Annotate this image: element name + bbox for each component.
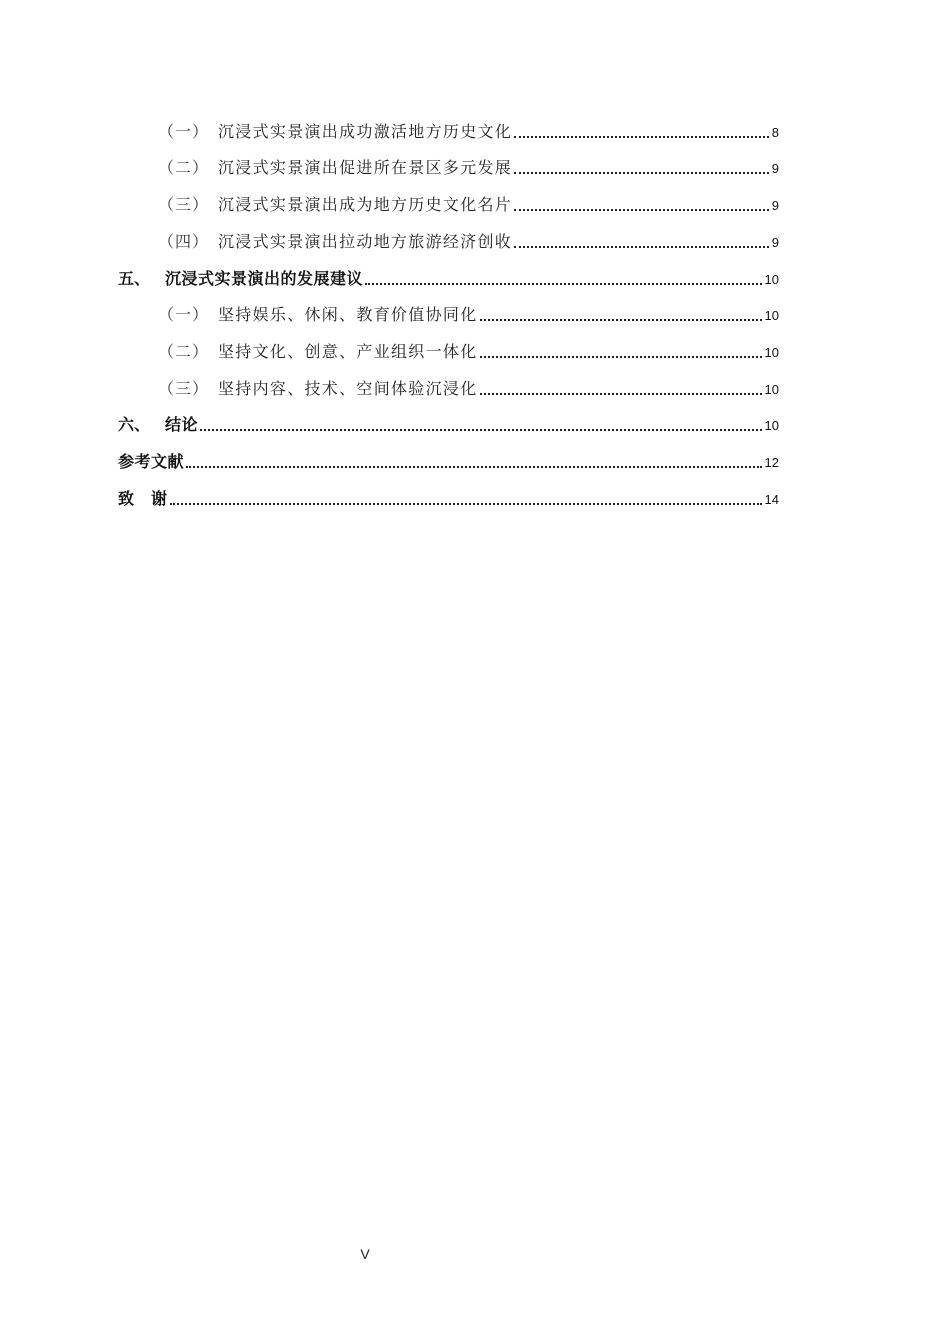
toc-entry-number: 五、 — [118, 269, 151, 288]
toc-entry[interactable] — [158, 336, 779, 362]
toc-entry-page: 9 — [771, 235, 779, 250]
toc-entry-page: 10 — [764, 345, 779, 360]
toc-entry-number: （一） — [158, 122, 210, 141]
toc-entry-title: 沉浸式实景演出促进所在景区多元发展 — [218, 158, 513, 177]
toc-entry[interactable] — [158, 226, 779, 252]
toc-entry[interactable] — [158, 299, 779, 325]
toc-entry-number: （四） — [158, 232, 210, 251]
toc-entry-number: （三） — [158, 195, 210, 214]
toc-entry-title: 参考文献 — [118, 452, 185, 471]
footer-page-number: V — [360, 1246, 370, 1262]
toc-dot-leader — [514, 136, 769, 138]
toc-entry-page: 8 — [771, 125, 779, 140]
toc-entry-number: 六、 — [118, 415, 151, 434]
toc-entry[interactable] — [158, 189, 779, 215]
toc-dot-leader — [480, 356, 762, 358]
toc-entry-title: 沉浸式实景演出拉动地方旅游经济创收 — [218, 232, 513, 251]
toc-entry-number: （三） — [158, 379, 210, 398]
toc-dot-leader — [514, 172, 769, 174]
toc-entry-page: 10 — [764, 382, 779, 397]
toc-entry-page: 10 — [764, 272, 779, 287]
toc-dot-leader — [186, 466, 762, 468]
toc-entry[interactable] — [158, 152, 779, 178]
toc-entry[interactable] — [118, 483, 779, 509]
toc-entry-page: 14 — [764, 492, 779, 507]
toc-entry[interactable] — [158, 116, 779, 142]
toc-entry-page: 10 — [764, 308, 779, 323]
toc-entry[interactable] — [158, 373, 779, 399]
toc-dot-leader — [480, 393, 762, 395]
toc-entry[interactable] — [118, 409, 779, 435]
toc-entry[interactable] — [118, 446, 779, 472]
toc-entry-title: 坚持文化、创意、产业组织一体化 — [218, 342, 478, 361]
toc-entry-title: 结论 — [165, 415, 199, 434]
toc-entry-page: 10 — [764, 418, 779, 433]
toc-entry-title: 沉浸式实景演出成功激活地方历史文化 — [218, 122, 513, 141]
toc-entry-number: （二） — [158, 342, 210, 361]
toc-entry[interactable] — [118, 263, 779, 289]
toc-dot-leader — [514, 209, 769, 211]
toc-entry-number: （二） — [158, 158, 210, 177]
toc-entry-page: 12 — [764, 455, 779, 470]
toc-dot-leader — [170, 503, 762, 505]
toc-entry-title: 致 谢 — [118, 489, 168, 508]
toc-dot-leader — [365, 283, 762, 285]
toc-entry-number: （一） — [158, 305, 210, 324]
toc-entry-title: 沉浸式实景演出成为地方历史文化名片 — [218, 195, 513, 214]
toc-entry-page: 9 — [771, 161, 779, 176]
toc-entry-title: 坚持内容、技术、空间体验沉浸化 — [218, 379, 478, 398]
toc-dot-leader — [514, 246, 769, 248]
toc-dot-leader — [480, 319, 762, 321]
toc-entry-page: 9 — [771, 198, 779, 213]
toc-dot-leader — [200, 429, 762, 431]
toc-entry-title: 沉浸式实景演出的发展建议 — [165, 269, 364, 288]
toc-entry-title: 坚持娱乐、休闲、教育价值协同化 — [218, 305, 478, 324]
